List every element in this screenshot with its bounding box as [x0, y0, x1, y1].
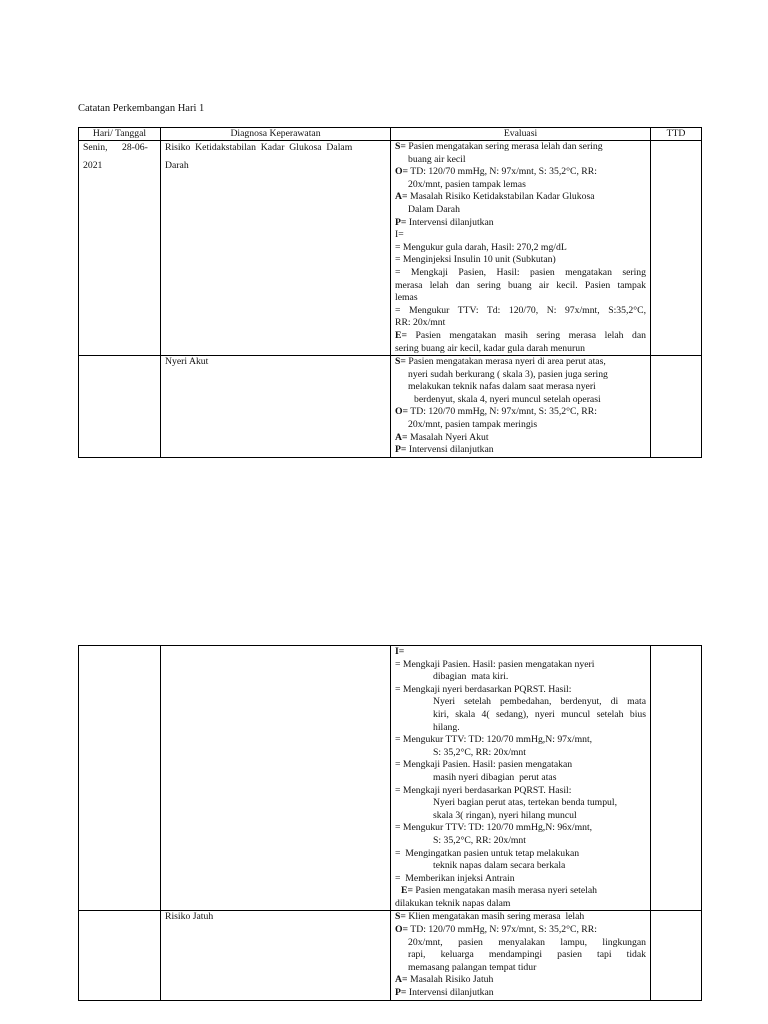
evaluation-line	[395, 974, 646, 987]
evaluation-line	[395, 734, 646, 747]
evaluation-line	[395, 369, 646, 382]
evaluation-line	[395, 154, 646, 167]
evaluation-line	[395, 394, 646, 407]
signature-cell	[651, 911, 702, 1000]
evaluation-text: 20x/mnt, pasien tampak lemas	[408, 178, 526, 190]
evaluation-text: Pasien mengatakan merasa nyeri di area perut atas,	[405, 356, 606, 368]
evaluation-line	[395, 873, 646, 886]
soap-key: A=	[395, 974, 408, 986]
evaluation-text: S: 35,2°C, RR: 20x/mnt	[433, 746, 526, 758]
evaluation-line	[395, 381, 646, 394]
soap-key: S=	[395, 141, 406, 152]
diagnosis-cell	[161, 356, 391, 458]
evaluation-line	[395, 785, 646, 798]
evaluation-text: Nyeri bagian perut atas, tertekan benda tumpul,	[433, 797, 617, 809]
evaluation-text: = Mengkaji nyeri berdasarkan PQRST. Hasil:	[395, 683, 572, 695]
evaluation-line	[395, 822, 646, 835]
evaluation-text: = Mengkaji Pasien, Hasil: pasien mengatakan sering	[395, 266, 646, 278]
evaluation-text: = Memberikan injeksi Antrain	[395, 872, 515, 884]
evaluation-line	[395, 229, 646, 242]
page-title: Catatan Perkembangan Hari 1	[78, 103, 205, 114]
soap-key: A=	[395, 431, 408, 443]
evaluation-text: = Mengkaji Pasien. Hasil: pasien mengatakan	[395, 759, 573, 771]
evaluation-cell	[391, 356, 651, 458]
evaluation-text: sering buang air kecil, kadar gula darah menurun	[395, 342, 585, 354]
evaluation-text: buang air kecil	[408, 153, 466, 165]
diagnosis-text: Risiko Ketidakstabilan Kadar Glukosa Dalam	[165, 142, 353, 153]
header-evaluation: Evaluasi	[391, 128, 651, 141]
evaluation-line	[395, 305, 646, 318]
evaluation-text: Masalah Risiko Ketidakstabilan Kadar Glukosa	[407, 191, 595, 203]
evaluation-text: = Mengukur TTV: Td: 120/70, N: 97x/mnt, S:35,2°C,	[395, 304, 646, 316]
evaluation-text: Intervensi dilanjutkan	[406, 216, 494, 228]
table-header-row	[79, 128, 702, 141]
diagnosis-cell	[161, 911, 391, 1000]
soap-key: O=	[395, 924, 409, 936]
evaluation-text: kiri, skala 4( sedang), nyeri muncul setelah bius	[433, 708, 646, 720]
evaluation-line	[395, 759, 646, 772]
evaluation-text: Intervensi dilanjutkan	[406, 987, 494, 999]
evaluation-text: = Mengukur TTV: TD: 120/70 mmHg,N: 96x/mnt,	[395, 822, 593, 834]
soap-key: A=	[395, 191, 408, 203]
evaluation-text: RR: 20x/mnt	[395, 317, 446, 329]
signature-cell	[651, 646, 702, 911]
diagnosis-cell	[161, 141, 391, 356]
soap-key: P=	[395, 987, 407, 999]
evaluation-text: TD: 120/70 mmHg, N: 97x/mnt, S: 35,2°C, RR:	[408, 924, 597, 936]
progress-notes-table-continued	[78, 645, 702, 1001]
evaluation-cell	[391, 911, 651, 1000]
evaluation-text: TD: 120/70 mmHg, N: 97x/mnt, S: 35,2°C, RR:	[408, 166, 597, 178]
evaluation-text: memasang palangan tempat tidur	[408, 961, 537, 973]
evaluation-text: 20x/mnt, pasien tampak meringis	[408, 419, 538, 431]
diagnosis-text-cont: Darah	[165, 159, 189, 171]
evaluation-line	[395, 419, 646, 432]
evaluation-line	[395, 330, 646, 343]
evaluation-text: = Mengukur gula darah, Hasil: 270,2 mg/dL	[395, 241, 567, 253]
evaluation-line	[395, 709, 646, 722]
evaluation-text: merasa lelah dan sering buang air kecil. Pasien tampak	[395, 279, 646, 291]
evaluation-line	[395, 444, 646, 457]
evaluation-text: melakukan teknik nafas dalam saat merasa nyeri	[408, 381, 596, 393]
date-cell	[79, 356, 161, 458]
header-date: Hari/ Tanggal	[79, 128, 161, 141]
table-row	[79, 141, 702, 356]
date-cell	[79, 141, 161, 356]
evaluation-line	[395, 191, 646, 204]
evaluation-cell	[391, 141, 651, 356]
evaluation-text: teknik napas dalam secara berkala	[433, 860, 566, 872]
table-row	[79, 646, 702, 911]
evaluation-line	[395, 911, 646, 924]
evaluation-line	[395, 860, 646, 873]
evaluation-text: = Mengkaji Pasien. Hasil: pasien mengatakan nyeri	[395, 658, 595, 670]
evaluation-line	[395, 659, 646, 672]
soap-key: E=	[401, 885, 413, 897]
evaluation-line	[395, 432, 646, 445]
evaluation-text: Intervensi dilanjutkan	[406, 444, 494, 456]
evaluation-line	[395, 356, 646, 369]
evaluation-line	[395, 646, 646, 659]
evaluation-text: I=	[395, 229, 404, 241]
evaluation-text: dibagian mata kiri.	[433, 671, 509, 683]
evaluation-line	[395, 747, 646, 760]
soap-key: S=	[395, 356, 406, 368]
evaluation-line	[395, 267, 646, 280]
evaluation-text: dilakukan teknik napas dalam	[395, 897, 511, 909]
evaluation-line	[395, 684, 646, 697]
evaluation-line	[395, 835, 646, 848]
evaluation-text: S: 35,2°C, RR: 20x/mnt	[433, 834, 526, 846]
soap-key: O=	[395, 166, 409, 178]
evaluation-text: Masalah Nyeri Akut	[407, 431, 489, 443]
evaluation-text: = Mengingatkan pasien untuk tetap melakukan	[395, 847, 580, 859]
evaluation-line	[395, 772, 646, 785]
evaluation-text: Pasien mengatakan sering merasa lelah dan sering	[405, 141, 603, 152]
evaluation-line	[395, 898, 646, 911]
evaluation-text: lemas	[395, 292, 418, 304]
soap-key: O=	[395, 406, 409, 418]
evaluation-line	[395, 810, 646, 823]
evaluation-line	[395, 937, 646, 950]
evaluation-line	[395, 406, 646, 419]
evaluation-text: = Mengukur TTV: TD: 120/70 mmHg,N: 97x/mnt,	[395, 734, 593, 746]
evaluation-cell	[391, 646, 651, 911]
evaluation-line	[395, 242, 646, 255]
evaluation-text: Masalah Risiko Jatuh	[407, 974, 494, 986]
evaluation-line	[395, 949, 646, 962]
soap-key: I=	[395, 646, 405, 657]
header-diagnosis: Diagnosa Keperawatan	[161, 128, 391, 141]
evaluation-text: Klien mengatakan masih sering merasa lelah	[405, 911, 585, 923]
evaluation-text: berdenyut, skala 4, nyeri muncul setelah operasi	[414, 393, 601, 405]
evaluation-line	[395, 179, 646, 192]
signature-cell	[651, 141, 702, 356]
table-row	[79, 356, 702, 458]
evaluation-line	[395, 848, 646, 861]
evaluation-text: Dalam Darah	[408, 203, 460, 215]
evaluation-line	[395, 343, 646, 356]
evaluation-text: = Menginjeksi Insulin 10 unit (Subkutan)	[395, 254, 556, 266]
progress-notes-table	[78, 127, 702, 458]
evaluation-line	[395, 797, 646, 810]
evaluation-line	[395, 987, 646, 1000]
soap-key: E=	[395, 329, 407, 341]
soap-key: P=	[395, 444, 407, 456]
table-row	[79, 911, 702, 1000]
evaluation-line	[395, 696, 646, 709]
evaluation-line	[395, 204, 646, 217]
evaluation-line	[395, 141, 646, 154]
evaluation-line	[395, 280, 646, 293]
evaluation-text: rapi, keluarga mendampingi pasien tapi tidak	[408, 949, 646, 961]
evaluation-line	[395, 317, 646, 330]
date-text: Senin, 28-06-	[83, 142, 148, 153]
date-cell	[79, 911, 161, 1000]
evaluation-text: Pasien mengatakan masih sering merasa lelah dan	[406, 329, 646, 341]
evaluation-line	[395, 962, 646, 975]
diagnosis-cell	[161, 646, 391, 911]
evaluation-line	[395, 292, 646, 305]
evaluation-text: skala 3( ringan), nyeri hilang muncul	[433, 809, 577, 821]
evaluation-text: = Mengkaji nyeri berdasarkan PQRST. Hasil:	[395, 784, 572, 796]
evaluation-line	[395, 671, 646, 684]
signature-cell	[651, 356, 702, 458]
evaluation-text: 20x/mnt, pasien menyalakan lampu, lingkungan	[408, 936, 646, 948]
soap-key: P=	[395, 216, 407, 228]
evaluation-text: Nyeri setelah pembedahan, berdenyut, di mata	[433, 696, 646, 708]
evaluation-line	[395, 885, 646, 898]
diagnosis-text: Nyeri Akut	[165, 356, 209, 368]
evaluation-line	[395, 166, 646, 179]
evaluation-line	[395, 254, 646, 267]
evaluation-text: TD: 120/70 mmHg, N: 97x/mnt, S: 35,2°C, RR:	[408, 406, 597, 418]
diagnosis-text: Risiko Jatuh	[165, 911, 214, 923]
soap-key: S=	[395, 911, 406, 923]
evaluation-text: Pasien mengatakan masih merasa nyeri setelah	[412, 885, 597, 897]
evaluation-line	[395, 217, 646, 230]
evaluation-line	[395, 722, 646, 735]
header-signature: TTD	[651, 128, 702, 141]
evaluation-text: hilang.	[433, 721, 460, 733]
date-year: 2021	[83, 159, 103, 171]
evaluation-text: masih nyeri dibagian perut atas	[433, 771, 557, 783]
date-cell	[79, 646, 161, 911]
evaluation-text: nyeri sudah berkurang ( skala 3), pasien juga sering	[408, 368, 608, 380]
evaluation-line	[395, 924, 646, 937]
